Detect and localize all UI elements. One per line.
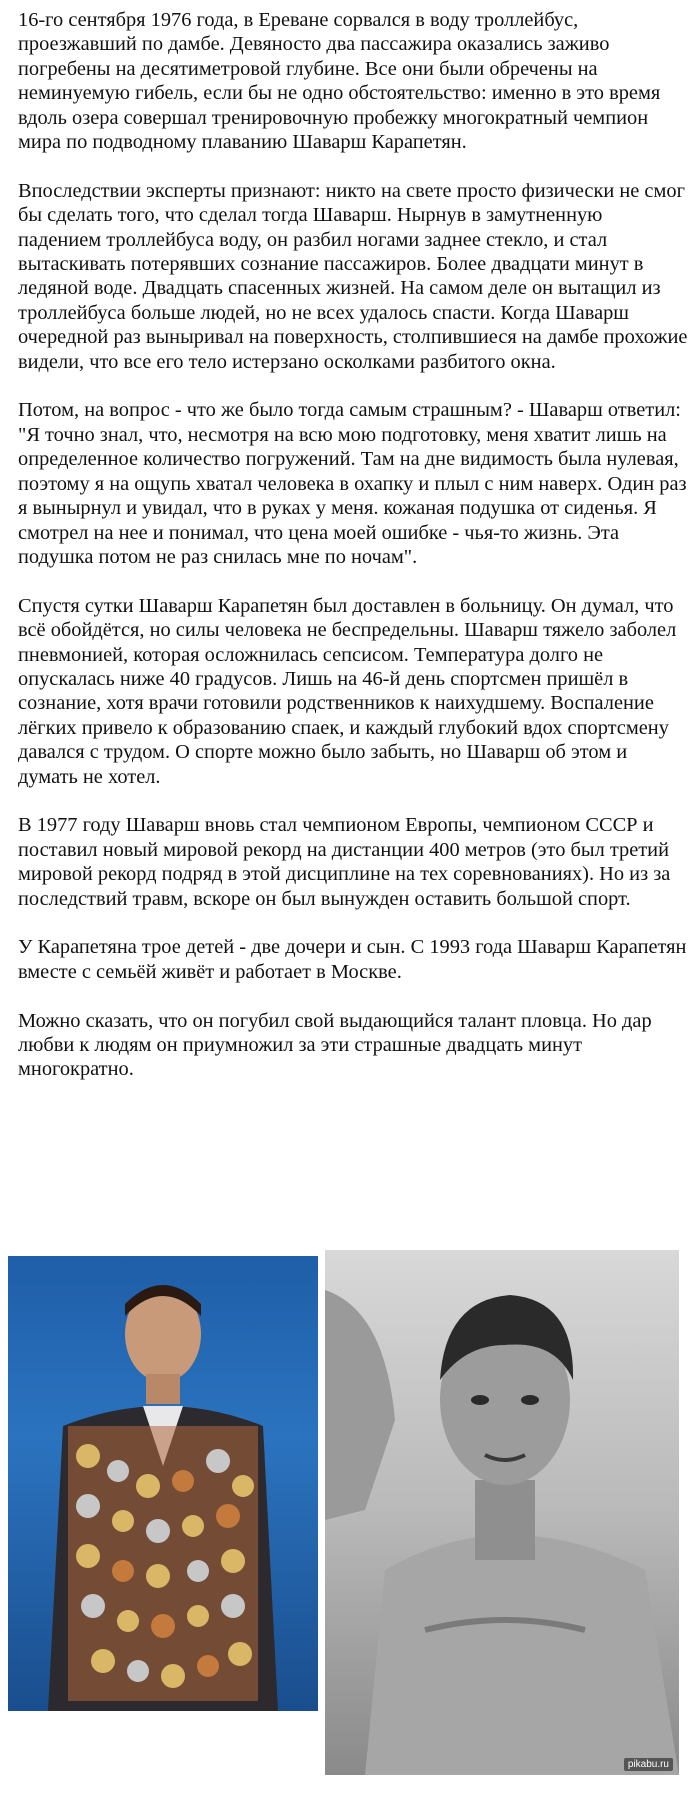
article-text (18, 8, 690, 1106)
paragraph-6: У Карапетяна трое детей - две дочери и сын. С 1993 года Шаварш Карапетян вместе с семьёй живёт и работает в Москве. (18, 936, 687, 983)
photo-medals-illustration (8, 1256, 318, 1711)
paragraph-2: Впоследствии эксперты признают: никто на свете просто физически не смог бы сделать того, что сделал тогда Шаварш. Нырнув в замутненную падением троллейбуса воду, он разбил ногами заднее стекло, и стал вытаскивать потерявших сознание пассажиров. Более двадцати минут в ледяной воде. Двадцать спасенных жизней. На самом деле он вытащил из троллейбуса больше людей, но не всех удалось спасти. Когда Шаварш очередной раз выныривал на поверхность, столпившиеся на дамбе прохожие видели, что все его тело истерзано осколками разбитого окна. (18, 179, 688, 373)
paragraph-4: Спустя сутки Шаварш Карапетян был доставлен в больницу. Он думал, что всё обойдётся, но силы человека не беспредельны. Шаварш тяжело заболел пневмонией, которая осложнилась сепсисом. Температура долго не опускалась ниже 40 градусов. Лишь на 46-й день спортсмен пришёл в сознание, хотя врачи готовили родственников к наихудшему. Воспаление лёгких привело к образованию спаек, и каждый глубокий вдох спортсмену давался с трудом. О спорте можно было забыть, но Шаварш об этом и думать не хотел. (18, 594, 677, 788)
paragraph-1: 16-го сентября 1976 года, в Ереване сорвался в воду троллейбус, проезжавший по дамбе. Девяносто два пассажира оказались заживо погребены на десятиметровой глубине. Все они были обречены на неминуемую гибель, если бы не одно обстоятельство: именно в это время вдоль озера совершал тренировочную пробежку многократный чемпион мира по подводному плаванию Шаварш Карапетян. (18, 9, 661, 154)
photo-swimmer (325, 1250, 679, 1775)
photo-swimmer-illustration (325, 1250, 679, 1775)
photo-medals (8, 1256, 318, 1711)
paragraph-3: Потом, на вопрос - что же было тогда самым страшным? - Шаварш ответил: "Я точно знал, что, несмотря на всю мою подготовку, меня хватит лишь на определенное количество погружений. Там на дне видимость была нулевая, поэтому я на ощупь хватал человека в охапку и плыл с ним наверх. Один раз я вынырнул и увидал, что в руках у меня. кожаная подушка от сиденья. Я смотрел на нее и понимал, что цена моей ошибке - чья-то жизнь. Эта подушка потом не раз снилась мне по ночам". (18, 399, 687, 568)
watermark: pikabu.ru (624, 1758, 673, 1771)
paragraph-7: Можно сказать, что он погубил свой выдающийся талант пловца. Но дар любви к людям он приумножил за эти страшные двадцать минут многократно. (18, 1009, 652, 1081)
paragraph-5: В 1977 году Шаварш вновь стал чемпионом Европы, чемпионом СССР и поставил новый мировой рекорд на дистанции 400 метров (это был третий мировой рекорд подряд в этой дисциплине на тех соревнованиях). Но из за последствий травм, вскоре он был вынужден оставить большой спорт. (18, 814, 671, 910)
